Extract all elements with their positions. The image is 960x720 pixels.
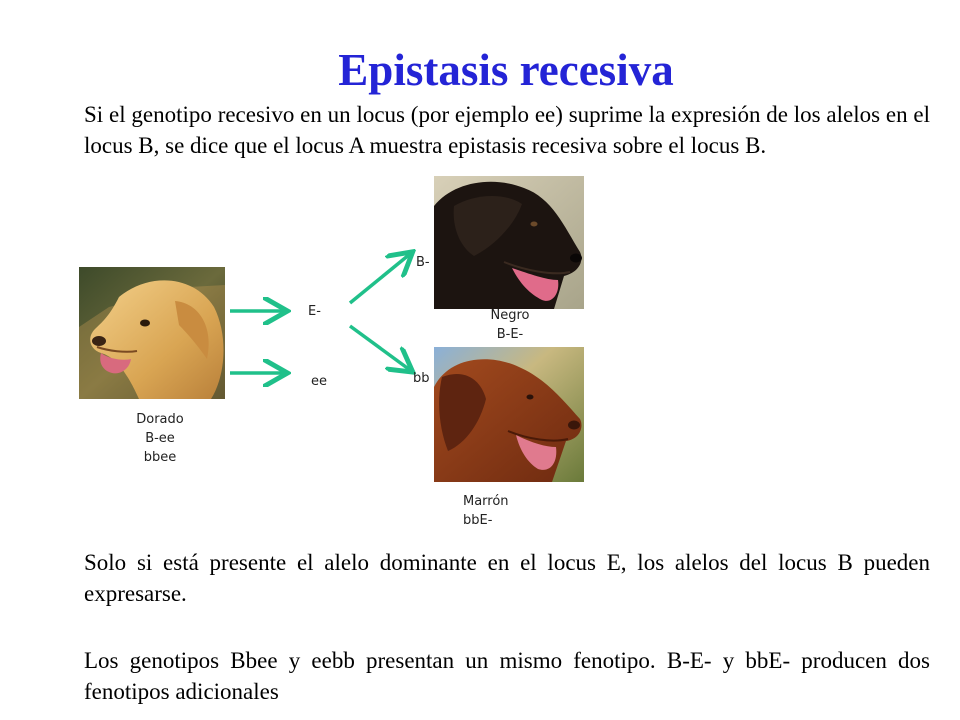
dorado-name: Dorado: [136, 412, 184, 427]
marron-genotype: bbE-: [463, 513, 493, 528]
intro-paragraph: Si el genotipo recesivo en un locus (por ejemplo ee) suprime la expresión de los alelos en el locus B, se dice que el locus A muestra epistasis recesiva sobre el locus B.: [84, 102, 930, 158]
black-dog-photo: [434, 176, 584, 309]
negro-genotype: B-E-: [496, 327, 524, 342]
marron-name: Marrón: [463, 494, 509, 509]
branch-E-label: E-: [308, 304, 321, 319]
branch-ee-label: ee: [311, 374, 327, 389]
note-paragraph-1: Solo si está presente el alelo dominante en el locus E, los alelos del locus B pueden expresarse.: [84, 550, 930, 606]
negro-name: Negro: [490, 308, 530, 323]
dorado-genotype-1: B-ee: [145, 431, 175, 446]
arrow-to-black: [350, 254, 410, 303]
negro-caption: [470, 306, 550, 344]
marron-caption: [463, 492, 543, 530]
arrow-to-brown: [350, 326, 410, 370]
slide-title: Epistasis recesiva: [338, 45, 674, 95]
note-paragraph-2: Los genotipos Bbee y eebb presentan un mismo fenotipo. B-E- y bbE- producen dos fenotipos adicionales: [84, 648, 930, 704]
brown-dog-photo: [434, 347, 584, 482]
branch-bb-label: bb: [413, 371, 430, 386]
dorado-genotype-2: bbee: [143, 450, 177, 465]
branch-B-label: B-: [416, 255, 430, 270]
